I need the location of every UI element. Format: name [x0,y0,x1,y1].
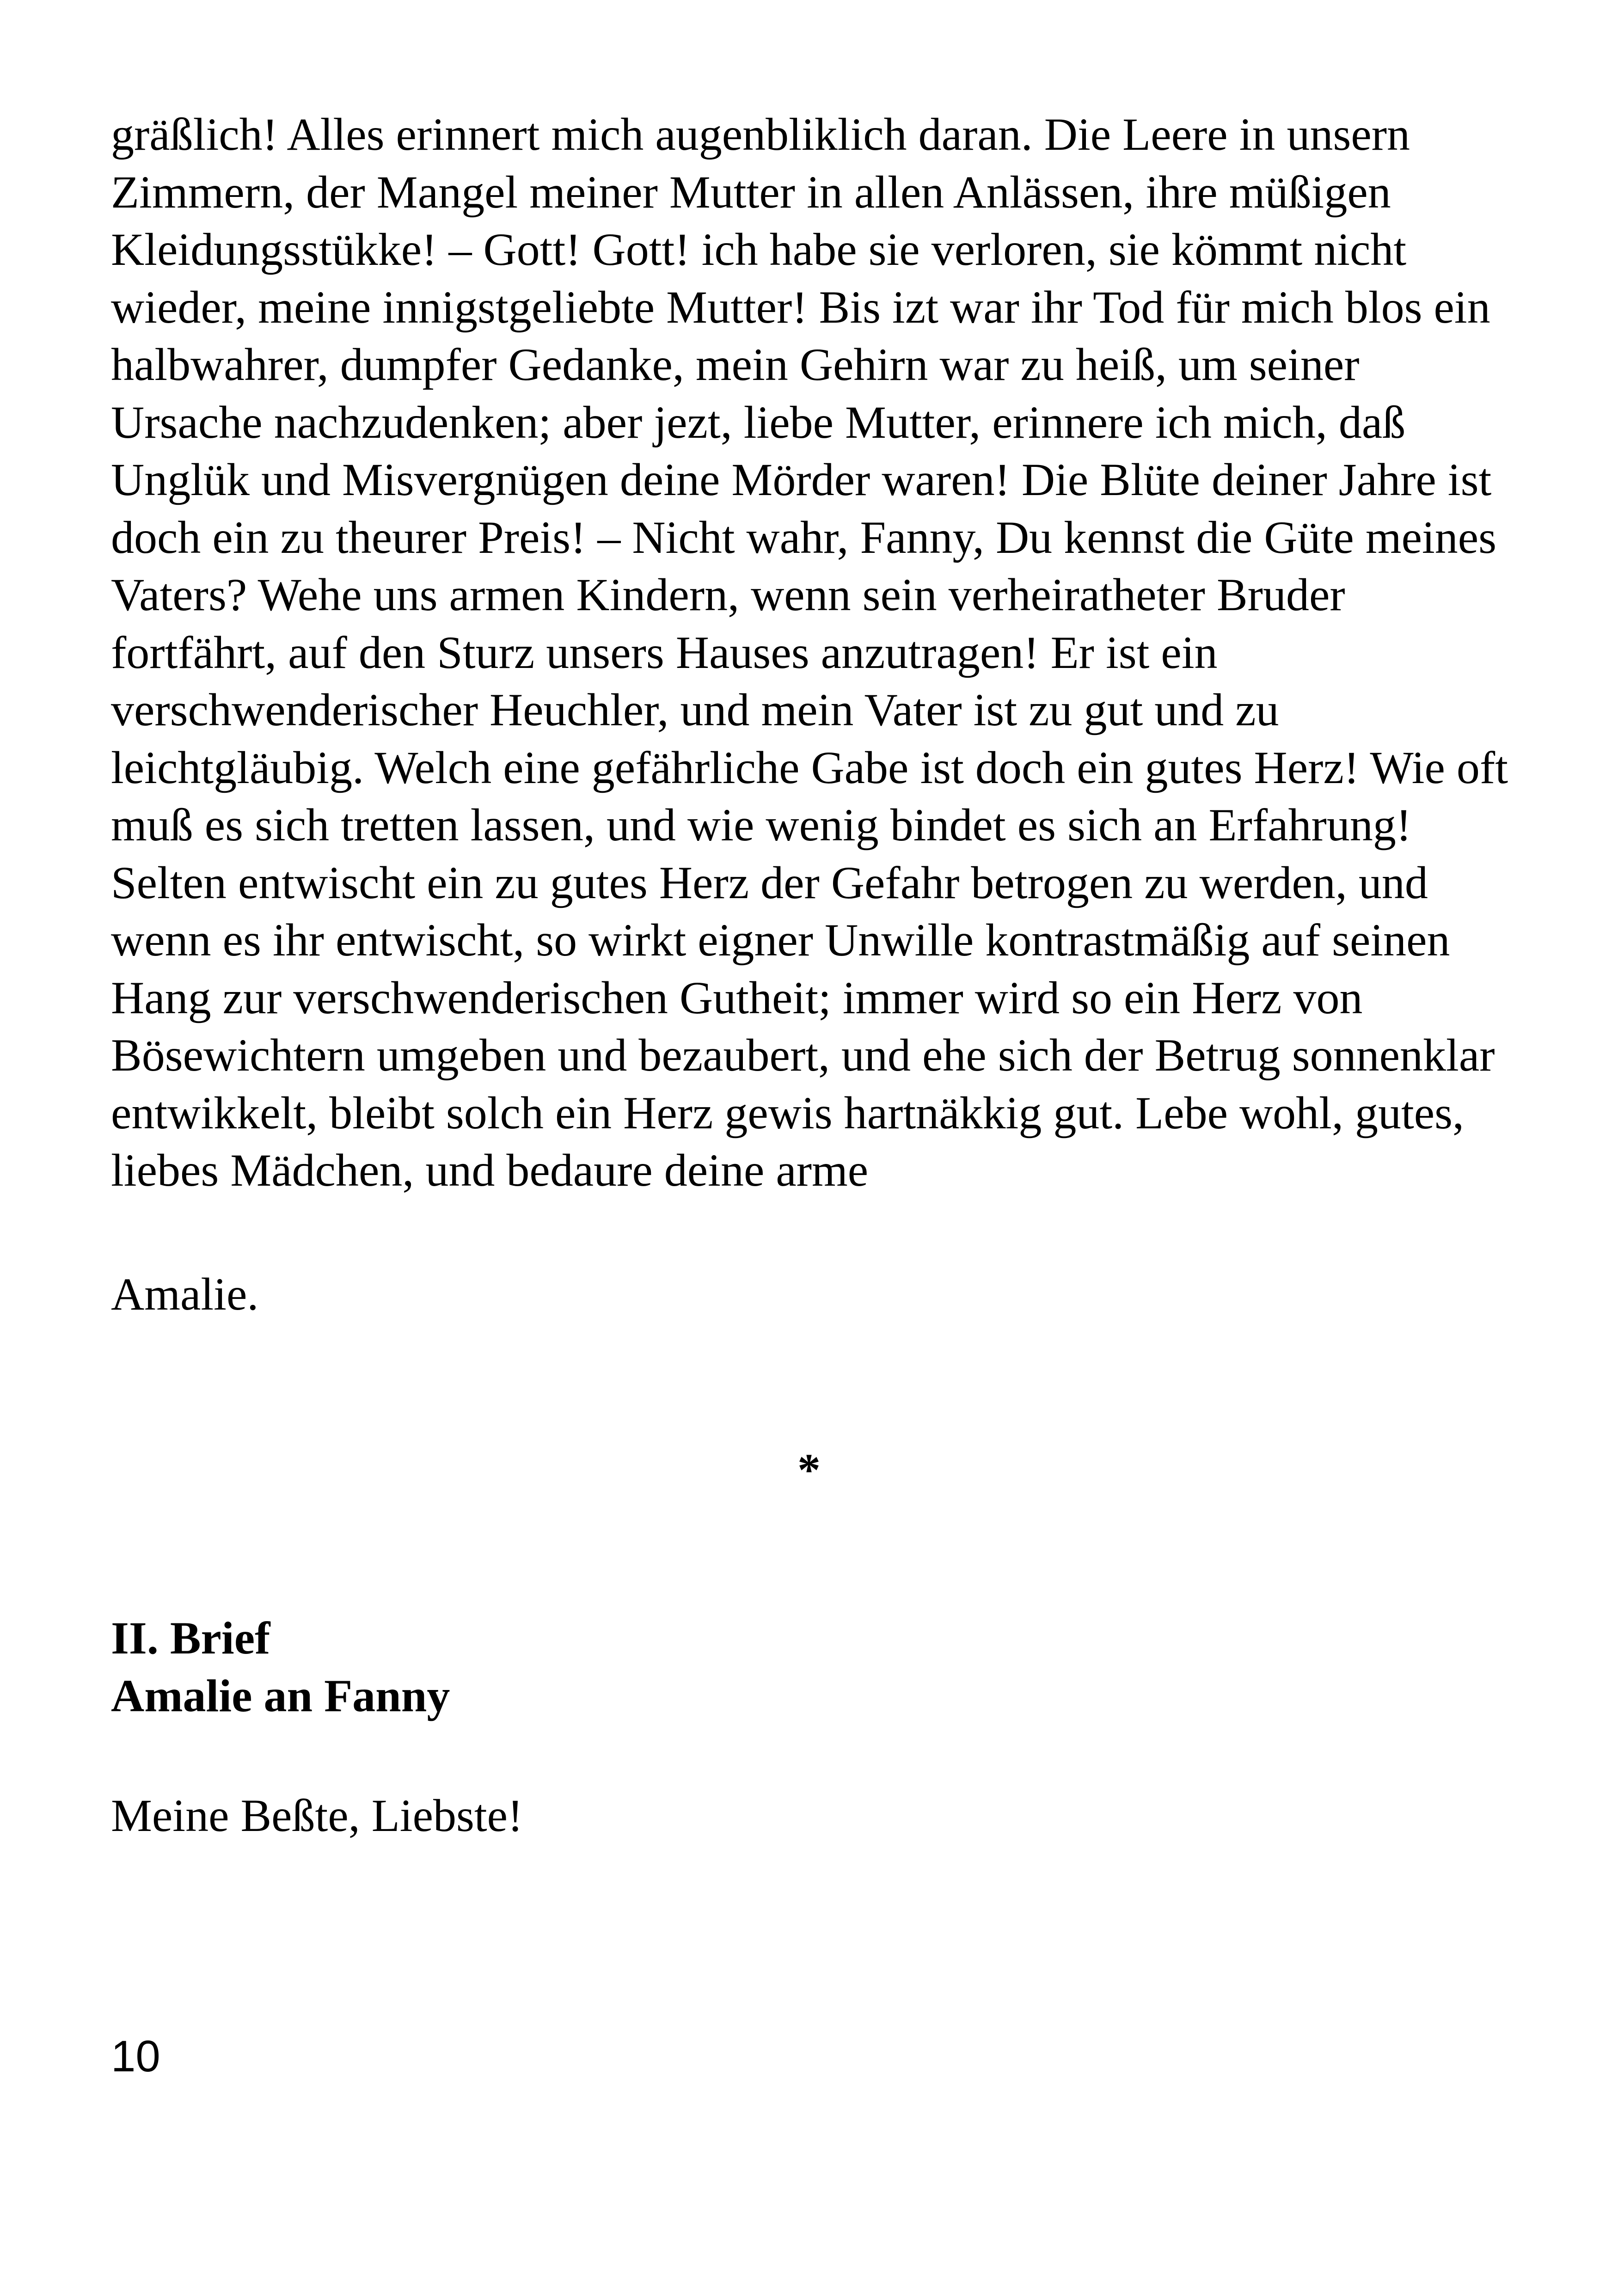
body-line: leichtgläubig. Welch eine gefährliche Gabe ist doch ein gutes Herz! Wie oft [111,741,1508,793]
body-line: Zimmern, der Mangel meiner Mutter in allen Anlässen, ihre müßigen [111,166,1391,218]
body-line: wenn es ihr entwischt, so wirkt eigner Unwille kontrastmäßig auf seinen [111,914,1450,966]
body-line: Ursache nachzudenken; aber jezt, liebe Mutter, erinnere ich mich, daß [111,396,1406,448]
body-line: wieder, meine innigstgeliebte Mutter! Bis izt war ihr Tod für mich blos ein [111,281,1490,333]
body-line: Bösewichtern umgeben und bezaubert, und ehe sich der Betrug sonnenklar [111,1029,1495,1081]
section-separator: * [797,1444,821,1495]
body-line: doch ein zu theurer Preis! – Nicht wahr, Fanny, Du kennst die Güte meines [111,511,1497,563]
body-line: muß es sich tretten lassen, und wie wenig bindet es sich an Erfahrung! [111,799,1412,851]
body-line: gräßlich! Alles erinnert mich augenbliklich daran. Die Leere in unsern [111,109,1410,160]
heading-subtitle: Amalie an Fanny [111,1670,450,1721]
body-line: Vaters? Wehe uns armen Kindern, wenn sein verheiratheter Bruder [111,569,1345,620]
body-line: verschwenderischer Heuchler, und mein Vater ist zu gut und zu [111,684,1279,735]
letter-salutation: Meine Beßte, Liebste! [111,1790,523,1841]
body-line: liebes Mädchen, und bedaure deine arme [111,1145,869,1196]
body-line: Selten entwischt ein zu gutes Herz der Gefahr betrogen zu werden, und [111,857,1428,908]
letter-body [111,106,1544,1200]
body-line: fortfährt, auf den Sturz unsers Hauses anzutragen! Er ist ein [111,626,1218,678]
heading-title: II. Brief [111,1612,270,1664]
body-line: Kleidungsstükke! – Gott! Gott! ich habe sie verloren, sie kömmt nicht [111,224,1407,275]
body-line: halbwahrer, dumpfer Gedanke, mein Gehirn war zu heiß, um seiner [111,339,1360,390]
letter-signature: Amalie. [111,1268,259,1320]
body-line: Unglük und Misvergnügen deine Mörder waren! Die Blüte deiner Jahre ist [111,454,1492,505]
body-line: entwikkelt, bleibt solch ein Herz gewis hartnäkkig gut. Lebe wohl, gutes, [111,1087,1465,1139]
letter-heading [111,1610,450,1725]
body-line: Hang zur verschwenderischen Gutheit; immer wird so ein Herz von [111,972,1363,1023]
page-number: 10 [111,2032,160,2081]
